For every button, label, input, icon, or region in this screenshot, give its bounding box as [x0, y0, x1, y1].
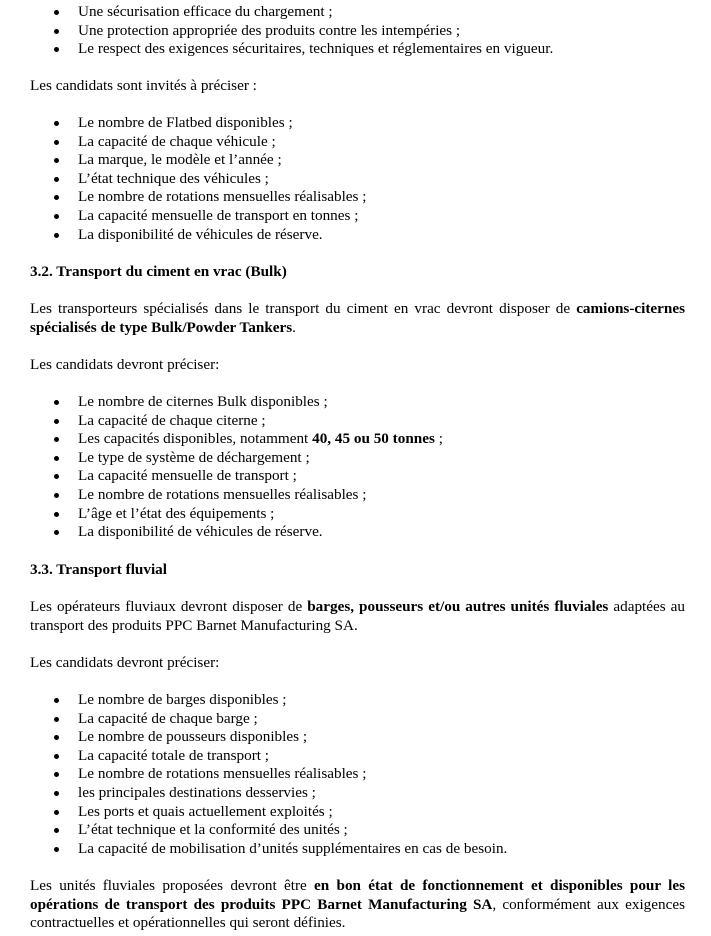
bulk-intro: Les candidats devront préciser:: [30, 356, 220, 373]
section-heading-fluvial: 3.3. Transport fluvial: [30, 561, 167, 578]
top-requirements-list: [0, 3, 711, 59]
list-item: Une protection appropriée des produits contre les intempéries ;: [0, 22, 711, 41]
list-item: Les capacités disponibles, notamment 40, 45 ou 50 tonnes ;: [0, 430, 711, 449]
list-item: Le nombre de rotations mensuelles réalisables ;: [0, 188, 711, 207]
list-item: La capacité totale de transport ;: [0, 747, 711, 766]
list-item: La capacité de chaque barge ;: [0, 710, 711, 729]
list-item: La capacité de chaque citerne ;: [0, 412, 711, 431]
list-item: L’état technique des véhicules ;: [0, 170, 711, 189]
section-heading-bulk: 3.2. Transport du ciment en vrac (Bulk): [30, 263, 287, 280]
bulk-emphasis: camions-citernes spécialisés de type Bulk/Powder Tankers: [30, 300, 685, 336]
fluvial-intro: Les candidats devront préciser:: [30, 654, 220, 671]
list-item: Le nombre de Flatbed disponibles ;: [0, 114, 711, 133]
bulk-list: [0, 393, 711, 542]
list-item: La capacité mensuelle de transport en tonnes ;: [0, 207, 711, 226]
list-item: Le nombre de citernes Bulk disponibles ;: [0, 393, 711, 412]
list-item: Le nombre de rotations mensuelles réalisables ;: [0, 765, 711, 784]
list-item: Une sécurisation efficace du chargement ;: [0, 3, 711, 22]
list-item: Le nombre de rotations mensuelles réalisables ;: [0, 486, 711, 505]
list-item: Les ports et quais actuellement exploités ;: [0, 803, 711, 822]
fluvial-emphasis: barges, pousseurs et/ou autres unités fluviales: [307, 598, 609, 615]
list-item: La capacité de chaque véhicule ;: [0, 133, 711, 152]
fluvial-closing-emphasis: en bon état de fonctionnement et disponibles pour les opérations de transport des produits PPC Barnet Manufacturing SA: [30, 877, 685, 913]
fluvial-paragraph: Les opérateurs fluviaux devront disposer de barges, pousseurs et/ou autres unités fluviales adaptées au transport des produits PPC Barnet Manufacturing SA.: [30, 598, 685, 634]
list-item: Le nombre de barges disponibles ;: [0, 691, 711, 710]
list-item: L’état technique et la conformité des unités ;: [0, 821, 711, 840]
list-item: les principales destinations desservies ;: [0, 784, 711, 803]
list-item: L’âge et l’état des équipements ;: [0, 505, 711, 524]
list-item: La capacité de mobilisation d’unités supplémentaires en cas de besoin.: [0, 840, 711, 859]
fluvial-closing-paragraph: Les unités fluviales proposées devront être en bon état de fonctionnement et disponibles pour les opérations de transport des produits PPC Barnet Manufacturing SA, conformément aux exigences contractuelles et opérationnelles qui seront définies.: [30, 877, 685, 931]
list-item: La disponibilité de véhicules de réserve.: [0, 523, 711, 542]
list-item: Le respect des exigences sécuritaires, techniques et réglementaires en vigueur.: [0, 40, 711, 59]
list-item: Le type de système de déchargement ;: [0, 449, 711, 468]
list-item: La marque, le modèle et l’année ;: [0, 151, 711, 170]
list-item: La capacité mensuelle de transport ;: [0, 467, 711, 486]
list-item: La disponibilité de véhicules de réserve.: [0, 226, 711, 245]
fluvial-list: [0, 691, 711, 858]
bulk-paragraph: Les transporteurs spécialisés dans le transport du ciment en vrac devront disposer de camions-citernes spécialisés de type Bulk/Powder Tankers.: [30, 300, 685, 336]
flatbed-list: [0, 114, 711, 244]
flatbed-intro: Les candidats sont invités à préciser :: [30, 77, 257, 94]
list-item: Le nombre de pousseurs disponibles ;: [0, 728, 711, 747]
